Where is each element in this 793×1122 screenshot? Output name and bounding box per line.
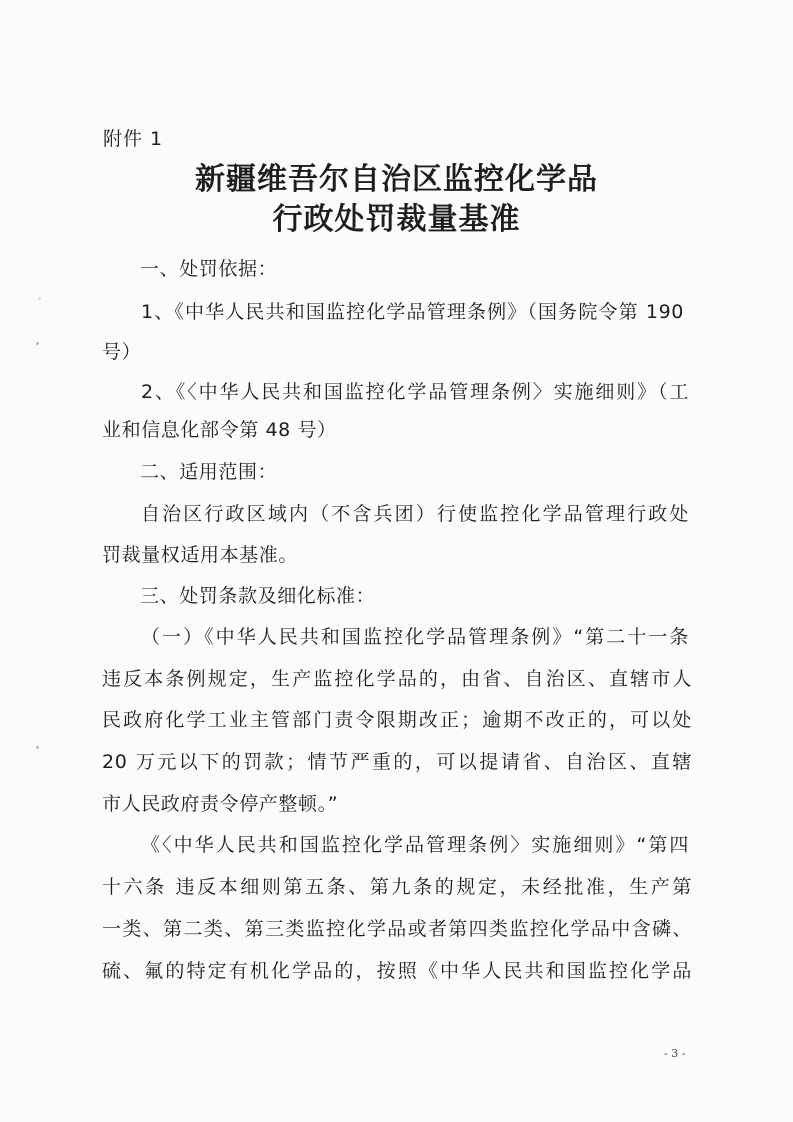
penalty-para-1-line-5: 市人民政府责令停产整顿。” <box>102 793 339 815</box>
section-heading-scope: 二、适用范围： <box>140 461 278 483</box>
penalty-para-2-line-2: 十六条 违反本细则第五条、第九条的规定，未经批准，生产第 <box>102 876 692 898</box>
scan-speck <box>36 342 39 345</box>
attachment-label: 附件 1 <box>103 128 164 150</box>
page-number: - 3 - <box>664 1047 686 1060</box>
penalty-para-2-line-1: 《〈中华人民共和国监控化学品管理条例〉实施细则》“第四 <box>141 834 689 856</box>
basis-item-2-line-1: 2、《〈中华人民共和国监控化学品管理条例〉实施细则》（工 <box>141 381 689 403</box>
penalty-para-1-line-1: （一）《中华人民共和国监控化学品管理条例》“第二十一条 <box>141 626 689 648</box>
document-title-line-2: 行政处罚裁量基准 <box>272 202 521 237</box>
basis-item-1-line-2: 号） <box>102 341 142 363</box>
basis-item-1-line-1: 1、《中华人民共和国监控化学品管理条例》（国务院令第 190 <box>141 301 684 323</box>
penalty-para-2-line-4: 硫、氟的特定有机化学品的，按照《中华人民共和国监控化学品 <box>102 960 692 982</box>
scope-text-line-2: 罚裁量权适用本基准。 <box>102 544 299 566</box>
penalty-para-1-line-2: 违反本条例规定，生产监控化学品的，由省、自治区、直辖市人 <box>102 668 692 690</box>
section-heading-penalty: 三、处罚条款及细化标准： <box>140 585 376 607</box>
penalty-para-1-line-4: 20 万元以下的罚款；情节严重的，可以提请省、自治区、直辖 <box>102 751 692 773</box>
penalty-para-1-line-3: 民政府化学工业主管部门责令限期改正；逾期不改正的，可以处 <box>102 709 692 731</box>
basis-item-2-line-2: 业和信息化部令第 48 号） <box>102 419 337 441</box>
scope-text-line-1: 自治区行政区域内（不含兵团）行使监控化学品管理行政处 <box>141 503 689 525</box>
section-heading-basis: 一、处罚依据： <box>140 258 278 280</box>
scan-speck <box>38 297 41 300</box>
scan-speck <box>36 746 39 749</box>
penalty-para-2-line-3: 一类、第二类、第三类监控化学品或者第四类监控化学品中含磷、 <box>102 918 692 940</box>
document-title-line-1: 新疆维吾尔自治区监控化学品 <box>195 162 598 197</box>
